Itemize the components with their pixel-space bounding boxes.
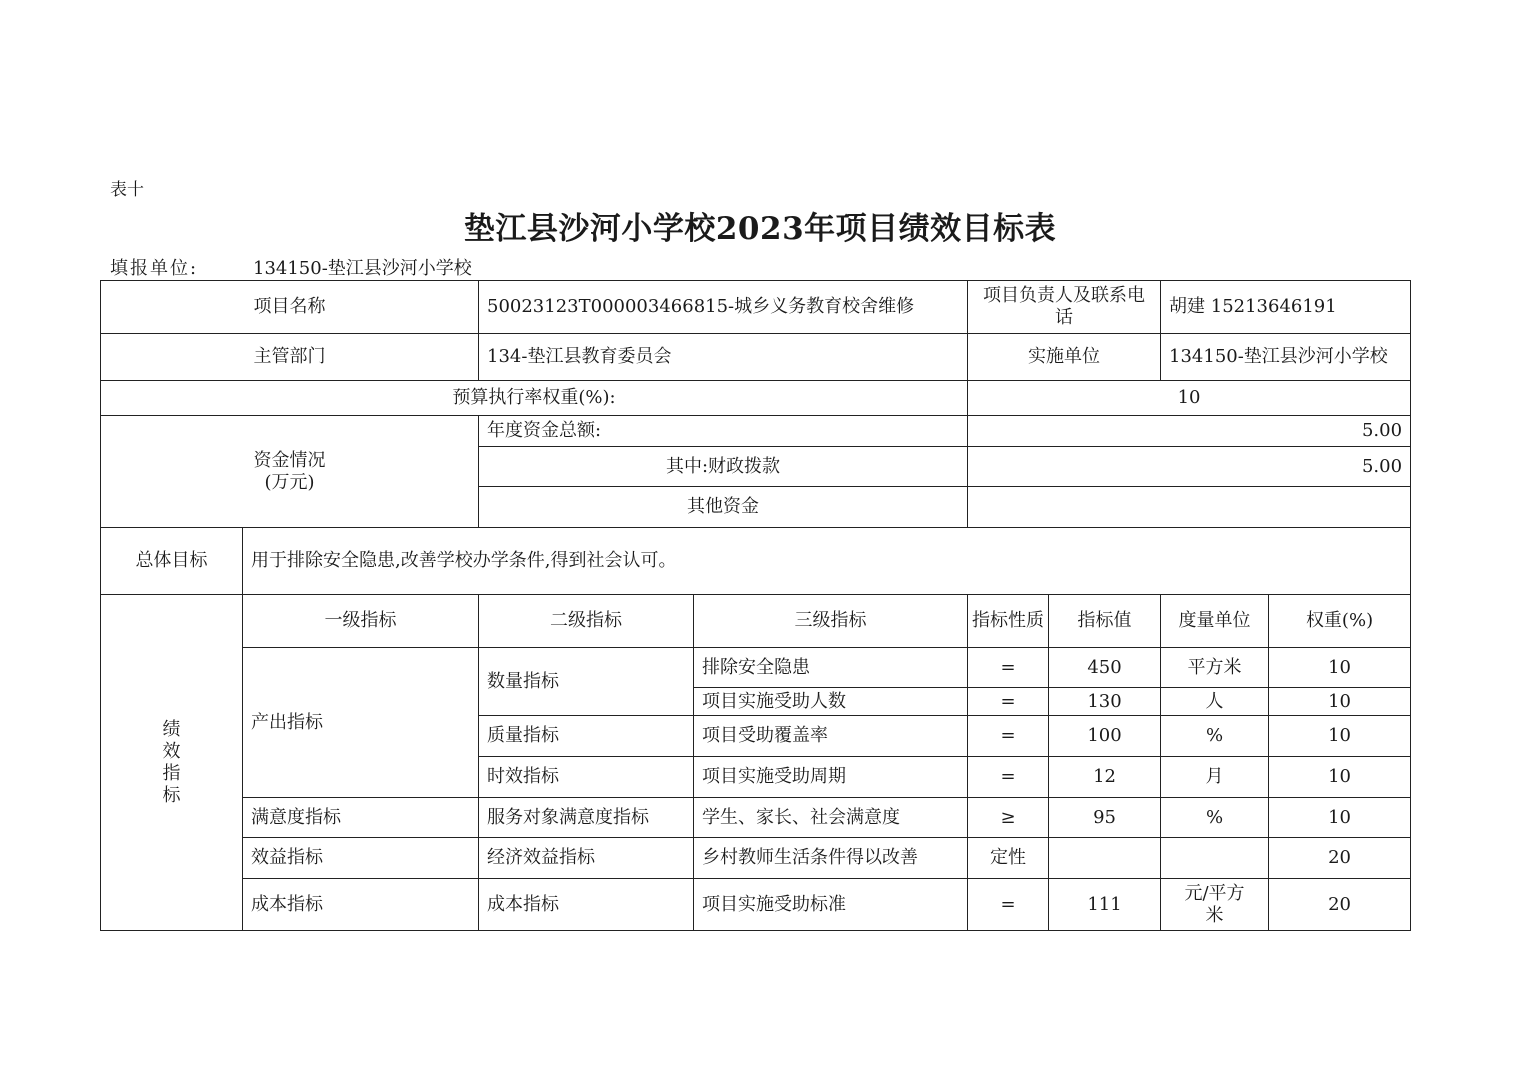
- level1-cell: 满意度指标: [243, 798, 479, 838]
- funds-total-label: 年度资金总额:: [479, 416, 968, 447]
- header-value: 指标值: [1049, 595, 1161, 648]
- level2-cell: 服务对象满意度指标: [479, 798, 694, 838]
- quantity-indicator-label: 数量指标: [479, 648, 694, 716]
- impl-unit-label: 实施单位: [968, 334, 1161, 381]
- level1-cell: 效益指标: [243, 838, 479, 879]
- level3-cell: 学生、家长、社会满意度: [694, 798, 968, 838]
- funds-other-value: [968, 487, 1411, 528]
- table-label: 表十: [110, 180, 144, 200]
- weight-cell: 20: [1269, 879, 1411, 931]
- level2-cell: 质量指标: [479, 716, 694, 757]
- weight-cell: 20: [1269, 838, 1411, 879]
- dept-label: 主管部门: [101, 334, 479, 381]
- goal-label: 总体目标: [101, 528, 243, 595]
- weight-cell: 10: [1269, 798, 1411, 838]
- nature-cell: =: [968, 879, 1049, 931]
- weight-cell: 10: [1269, 757, 1411, 798]
- table-row: [101, 838, 1411, 879]
- table-row: [101, 648, 1411, 688]
- page-title: 垫江县沙河小学校2023年项目绩效目标表: [463, 211, 1057, 247]
- project-owner-label: 项目负责人及联系电话: [968, 281, 1161, 334]
- unit-cell: [1161, 838, 1269, 879]
- unit-cell: 元/平方米: [1161, 879, 1269, 931]
- level3-cell: 项目实施受助人数: [694, 688, 968, 716]
- nature-cell: =: [968, 688, 1049, 716]
- unit-cell: %: [1161, 798, 1269, 838]
- nature-cell: ≥: [968, 798, 1049, 838]
- level2-cell: 成本指标: [479, 879, 694, 931]
- unit-label: 填报单位:: [110, 258, 199, 279]
- level3-cell: 项目实施受助周期: [694, 757, 968, 798]
- weight-cell: 10: [1269, 648, 1411, 688]
- level1-cell: 成本指标: [243, 879, 479, 931]
- level3-cell: 乡村教师生活条件得以改善: [694, 838, 968, 879]
- header-level1: 一级指标: [243, 595, 479, 648]
- funds-label-line2: (万元): [264, 471, 315, 493]
- value-cell: [1049, 838, 1161, 879]
- funds-fiscal-value: 5.00: [968, 447, 1411, 487]
- level3-cell: 排除安全隐患: [694, 648, 968, 688]
- value-cell: 450: [1049, 648, 1161, 688]
- unit-cell: 平方米: [1161, 648, 1269, 688]
- side-char: 标: [162, 784, 181, 806]
- level3-cell: 项目实施受助标准: [694, 879, 968, 931]
- value-cell: 111: [1049, 879, 1161, 931]
- header-weight: 权重(%): [1269, 595, 1411, 648]
- side-char: 效: [162, 740, 181, 762]
- funds-total-value: 5.00: [968, 416, 1411, 447]
- nature-cell: =: [968, 757, 1049, 798]
- project-name-value: 50023123T000003466815-城乡义务教育校舍维修: [479, 281, 968, 334]
- level2-cell: 经济效益指标: [479, 838, 694, 879]
- level2-cell: 时效指标: [479, 757, 694, 798]
- header-nature: 指标性质: [968, 595, 1049, 648]
- value-cell: 130: [1049, 688, 1161, 716]
- level3-cell: 项目受助覆盖率: [694, 716, 968, 757]
- funds-other-label: 其他资金: [479, 487, 968, 528]
- unit-value: 134150-垫江县沙河小学校: [253, 258, 472, 279]
- table-row: [101, 879, 1411, 931]
- budget-weight-value: 10: [968, 381, 1411, 416]
- unit-cell: %: [1161, 716, 1269, 757]
- value-cell: 100: [1049, 716, 1161, 757]
- impl-unit-value: 134150-垫江县沙河小学校: [1161, 334, 1411, 381]
- header-unit: 度量单位: [1161, 595, 1269, 648]
- side-char: 指: [162, 762, 181, 784]
- header-level3: 三级指标: [694, 595, 968, 648]
- unit-cell: 月: [1161, 757, 1269, 798]
- funds-label: [101, 416, 479, 528]
- dept-value: 134-垫江县教育委员会: [479, 334, 968, 381]
- goal-text: 用于排除安全隐患,改善学校办学条件,得到社会认可。: [243, 528, 1411, 595]
- table-row: [101, 798, 1411, 838]
- funds-label-line1: 资金情况: [253, 449, 326, 471]
- funds-fiscal-label: 其中:财政拨款: [479, 447, 968, 487]
- unit-cell: 人: [1161, 688, 1269, 716]
- value-cell: 12: [1049, 757, 1161, 798]
- indicators-side-label: [101, 595, 243, 931]
- weight-cell: 10: [1269, 688, 1411, 716]
- side-char: 绩: [162, 718, 181, 740]
- output-indicator-label: 产出指标: [243, 648, 479, 798]
- nature-cell: 定性: [968, 838, 1049, 879]
- weight-cell: 10: [1269, 716, 1411, 757]
- performance-table: [100, 280, 1411, 931]
- value-cell: 95: [1049, 798, 1161, 838]
- header-level2: 二级指标: [479, 595, 694, 648]
- nature-cell: =: [968, 716, 1049, 757]
- nature-cell: =: [968, 648, 1049, 688]
- project-name-label: 项目名称: [101, 281, 479, 334]
- budget-weight-label: 预算执行率权重(%):: [101, 381, 968, 416]
- project-owner-value: 胡建 15213646191: [1161, 281, 1411, 334]
